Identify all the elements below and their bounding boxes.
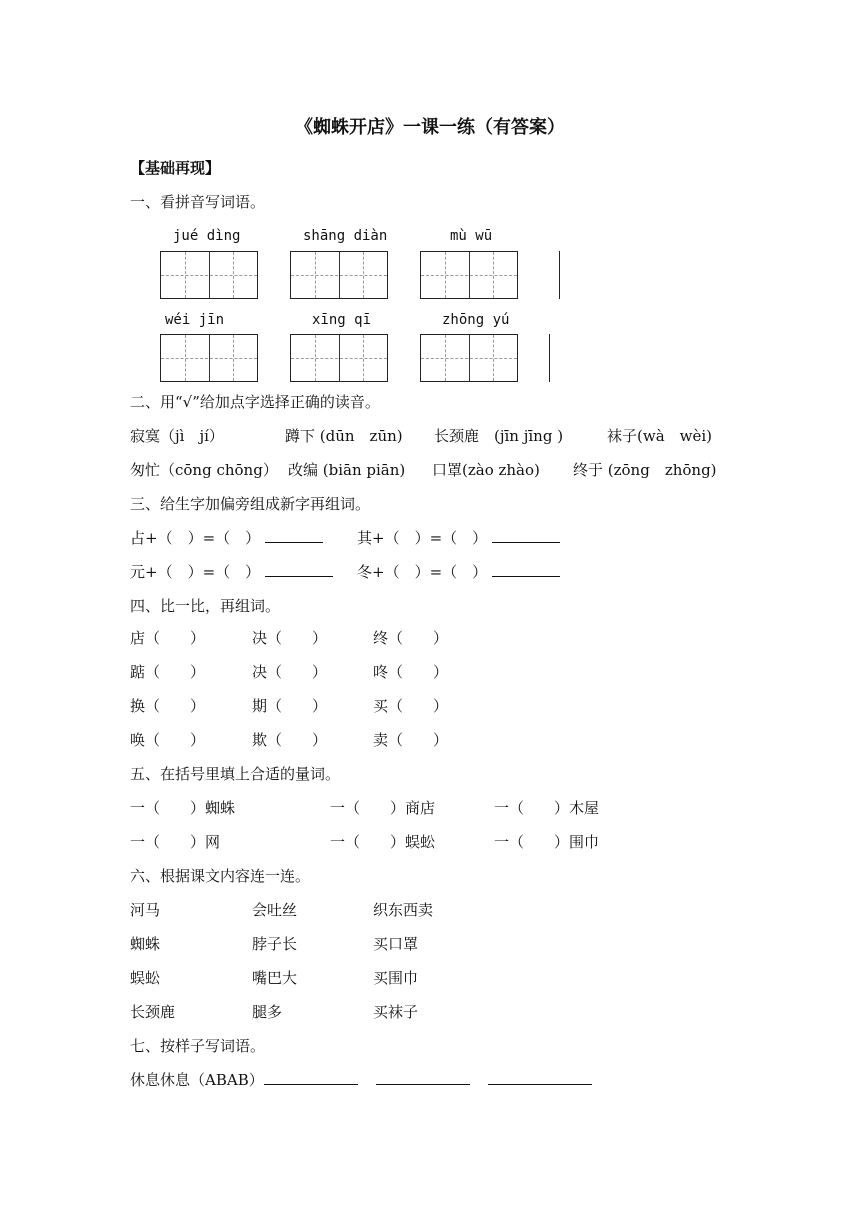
divider-line — [559, 251, 560, 299]
pinyin-jue-ding: jué dìng — [173, 228, 241, 244]
writing-grid[interactable] — [160, 251, 258, 299]
measure-word-item: 一（ ）围巾 — [494, 833, 600, 851]
match-trait: 嘴巴大 — [252, 969, 298, 987]
q1-heading: 一、看拼音写词语。 — [130, 193, 266, 211]
q6-heading: 六、根据课文内容连一连。 — [130, 867, 311, 885]
match-trait: 会吐丝 — [252, 901, 298, 919]
compare-item: 咚（ ） — [373, 663, 449, 681]
writing-grid[interactable] — [420, 251, 518, 299]
compare-item: 决（ ） — [252, 629, 328, 647]
radical-item: 冬+（ ）=（ ） — [357, 562, 560, 582]
compare-item: 踮（ ） — [130, 663, 206, 681]
section-header: 【基础再现】 — [130, 159, 221, 177]
measure-word-item: 一（ ）蜈蚣 — [330, 833, 436, 851]
compare-item: 店（ ） — [130, 629, 206, 647]
writing-grid[interactable] — [160, 334, 258, 382]
divider-line — [549, 334, 550, 382]
radical-item: 其+（ ）=（ ） — [357, 528, 560, 548]
match-action: 买袜子 — [373, 1003, 419, 1021]
match-animal: 长颈鹿 — [130, 1003, 176, 1021]
q3-heading: 三、给生字加偏旁组成新字再组词。 — [130, 495, 371, 513]
reading-item: 口罩(zào zhào) — [432, 461, 540, 479]
q4-heading: 四、比一比，再组词。 — [130, 597, 281, 615]
reading-item: 匆忙（cōng chōng） — [130, 461, 278, 479]
compare-item: 决（ ） — [252, 663, 328, 681]
match-action: 织东西卖 — [373, 901, 434, 919]
pinyin-xing-qi: xīng qī — [312, 312, 372, 328]
q2-heading: 二、用“√”给加点字选择正确的读音。 — [130, 393, 380, 411]
reading-item: 寂寞（jì jí） — [130, 427, 224, 445]
compare-item: 换（ ） — [130, 697, 206, 715]
pinyin-mu-wu: mù wū — [450, 228, 493, 244]
measure-word-item: 一（ ）蜘蛛 — [130, 799, 236, 817]
match-trait: 腿多 — [252, 1003, 283, 1021]
reading-item: 改编 (biān piān) — [288, 461, 406, 479]
match-animal: 蜈蚣 — [130, 969, 161, 987]
page-title: 《蜘蛛开店》一课一练（有答案） — [295, 117, 565, 138]
compare-item: 期（ ） — [252, 697, 328, 715]
q5-heading: 五、在括号里填上合适的量词。 — [130, 765, 341, 783]
compare-item: 卖（ ） — [373, 731, 449, 749]
match-animal: 蜘蛛 — [130, 935, 161, 953]
pattern-example: 休息休息（ABAB） — [130, 1070, 592, 1090]
match-trait: 脖子长 — [252, 935, 298, 953]
radical-item: 元+（ ）=（ ） — [130, 562, 333, 582]
compare-item: 买（ ） — [373, 697, 449, 715]
match-action: 买围巾 — [373, 969, 419, 987]
reading-item: 长颈鹿 (jīn jīng ) — [434, 427, 564, 445]
compare-item: 终（ ） — [373, 629, 449, 647]
reading-item: 终于 (zōng zhōng) — [573, 461, 717, 479]
measure-word-item: 一（ ）网 — [130, 833, 221, 851]
reading-item: 蹲下 (dūn zūn) — [285, 427, 403, 445]
compare-item: 欺（ ） — [252, 731, 328, 749]
match-animal: 河马 — [130, 901, 161, 919]
pinyin-zhong-yu: zhōng yú — [442, 312, 510, 328]
writing-grid[interactable] — [290, 251, 388, 299]
pinyin-shang-dian: shāng diàn — [303, 228, 388, 244]
measure-word-item: 一（ ）商店 — [330, 799, 436, 817]
radical-item: 占+（ ）=（ ） — [130, 528, 323, 548]
q7-heading: 七、按样子写词语。 — [130, 1037, 266, 1055]
pinyin-wei-jin: wéi jīn — [165, 312, 225, 328]
writing-grid[interactable] — [290, 334, 388, 382]
match-action: 买口罩 — [373, 935, 419, 953]
writing-grid[interactable] — [420, 334, 518, 382]
measure-word-item: 一（ ）木屋 — [494, 799, 600, 817]
compare-item: 唤（ ） — [130, 731, 206, 749]
reading-item: 袜子(wà wèi) — [607, 427, 713, 445]
